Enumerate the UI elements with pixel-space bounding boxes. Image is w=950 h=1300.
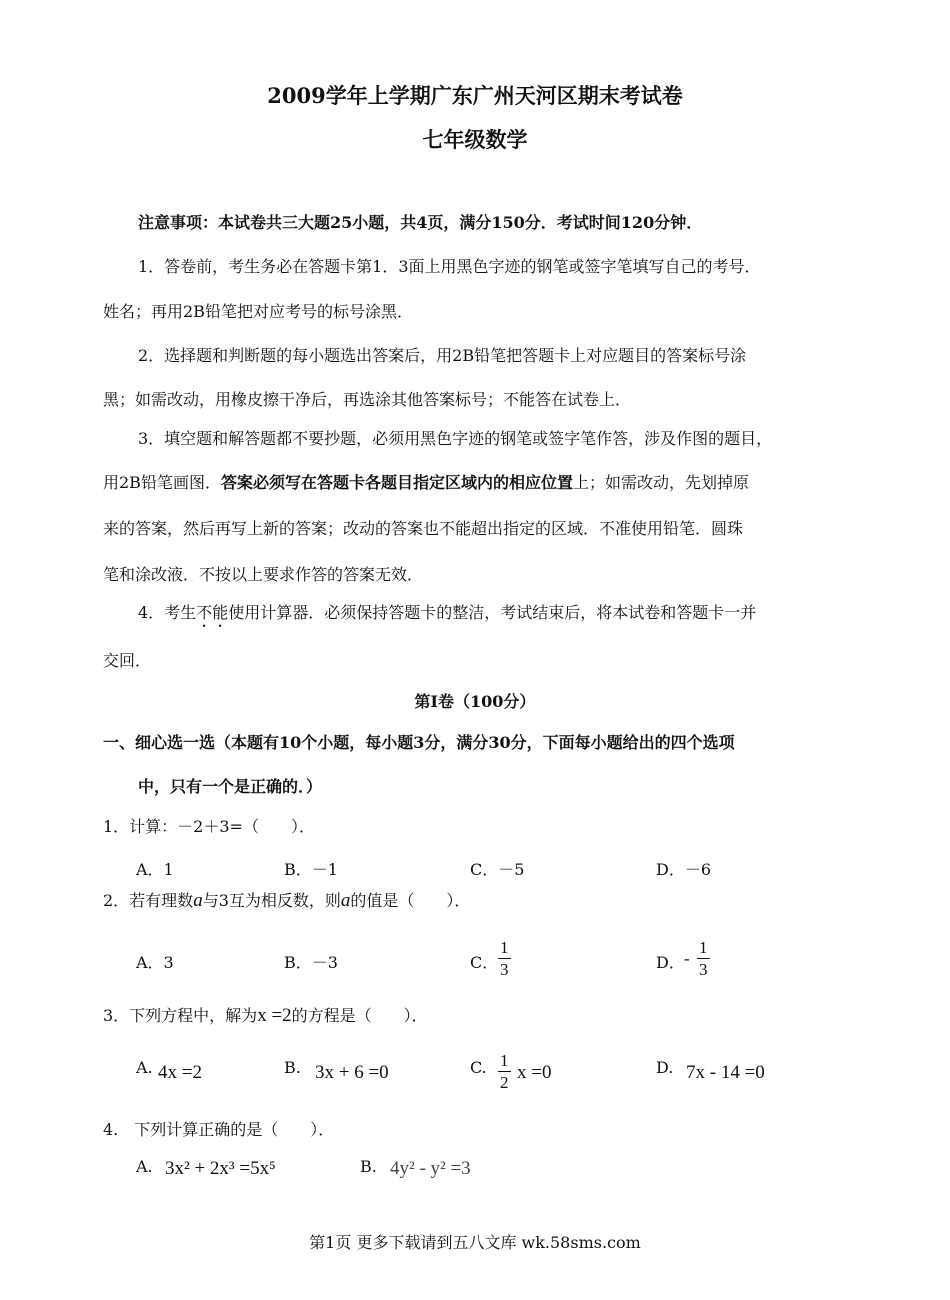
q3-option-d-label: D. xyxy=(656,1058,674,1077)
section-heading-cont: 中，只有一个是正确的．） xyxy=(138,777,323,796)
q2-option-b: B．－3 xyxy=(284,953,338,972)
q3-option-a-label: A. xyxy=(136,1058,153,1077)
q2-var-a-2: a xyxy=(340,890,351,911)
q2-var-a: a xyxy=(193,890,203,911)
q3-option-a-expr: 4x =2 xyxy=(158,1062,202,1083)
q3-stem-expr: x =2 xyxy=(257,1005,292,1026)
q2-option-c-label: C． xyxy=(470,953,499,972)
q4-option-a-expr: 3x² + 2x³ =5x⁵ xyxy=(165,1158,276,1179)
notice-item-3: 3．填空题和解答题都不要抄题，必须用黑色字迹的钢笔或签字笔作答，涉及作图的题目， xyxy=(138,429,773,448)
q2-c-denominator: 3 xyxy=(500,960,509,979)
question-4-stem: 4. 下列计算正确的是（ ）． xyxy=(103,1120,335,1139)
q1-option-b: B．－1 xyxy=(284,860,338,879)
notice-item-4-cont: 交回． xyxy=(103,651,152,670)
notice-item-3-cont3: 笔和涂改液．不按以上要求作答的答案无效． xyxy=(103,565,424,584)
q2-option-d-label: D． xyxy=(656,953,685,972)
notice-item-2-cont: 黑；如需改动，用橡皮擦干净后，再选涂其他答案标号；不能答在试卷上． xyxy=(103,390,632,409)
q1-option-d: D．－6 xyxy=(656,860,712,879)
q3-option-c-expr: x =0 xyxy=(517,1062,552,1083)
notice-item-3-emphasis: 答案必须写在答题卡各题目指定区域内的相应位置 xyxy=(220,473,573,492)
q2-option-c-fraction xyxy=(498,937,511,980)
q2-option-a: A．3 xyxy=(136,953,174,972)
notice-item-4-text-c: 使用计算器．必须保持答题卡的整洁，考试结束后，将本试卷和答题卡一并 xyxy=(228,603,757,622)
q2-stem-c: 的值是（ ）． xyxy=(350,891,471,910)
notice-item-4 xyxy=(138,602,756,631)
notice-item-3-text-c: 上；如需改动，先划掉原 xyxy=(572,473,749,492)
q3-c-numerator: 1 xyxy=(500,1051,509,1070)
notice-item-3-cont xyxy=(103,472,749,494)
q3-stem-a: 3．下列方程中，解为 xyxy=(103,1006,258,1025)
question-3-stem xyxy=(103,1005,428,1027)
exam-title: 2009学年上学期广东广州天河区期末考试卷 xyxy=(267,83,683,108)
exam-subtitle: 七年级数学 xyxy=(422,127,528,152)
notice-item-2: 2．选择题和判断题的每小题选出答案后，用2B铅笔把答题卡上对应题目的答案标号涂 xyxy=(138,346,747,365)
notice-item-1-cont: 姓名；再用2B铅笔把对应考号的标号涂黑． xyxy=(103,302,413,321)
q1-option-a: A．1 xyxy=(136,860,174,879)
q3-option-c-fraction xyxy=(498,1050,511,1093)
q3-stem-b: 的方程是（ ）． xyxy=(291,1006,428,1025)
q3-option-b-expr: 3x + 6 =0 xyxy=(315,1062,389,1083)
notice-item-3-cont2: 来的答案，然后再写上新的答案；改动的答案也不能超出指定的区域．不准使用铅笔．圆珠 xyxy=(103,519,744,538)
q2-stem-a: 2．若有理数 xyxy=(103,891,194,910)
question-1-stem: 1．计算：－2＋3=（ ）． xyxy=(103,817,315,836)
q2-option-d-fraction xyxy=(697,937,710,980)
q3-option-c-label: C. xyxy=(470,1058,487,1077)
notice-heading: 注意事项：本试卷共三大题25小题，共4页，满分150分．考试时间120分钟． xyxy=(138,213,703,232)
q4-option-a-label: A. xyxy=(136,1157,153,1176)
notice-item-4-text-a: 4．考生 xyxy=(138,603,197,622)
q3-option-b-label: B. xyxy=(284,1058,301,1077)
q2-d-numerator: 1 xyxy=(699,938,708,957)
notice-item-4-emphasis: 不能 xyxy=(196,603,229,622)
q4-option-b-expr: 4y² - y² =3 xyxy=(390,1158,471,1179)
q2-d-denominator: 3 xyxy=(699,960,708,979)
q3-option-d-expr: 7x - 14 =0 xyxy=(686,1062,765,1083)
q4-option-b-label: B. xyxy=(360,1157,377,1176)
page-footer: 第1页 更多下载请到五八文库 wk.58sms.com xyxy=(309,1233,641,1252)
q2-option-d-minus: - xyxy=(684,949,690,968)
section-heading: 一、细心选一选（本题有10个小题，每小题3分，满分30分，下面每小题给出的四个选项 xyxy=(103,733,735,752)
q2-stem-b: 与3互为相反数，则 xyxy=(202,891,341,910)
q2-c-numerator: 1 xyxy=(500,938,509,957)
q3-c-denominator: 2 xyxy=(500,1073,509,1092)
notice-item-1: 1．答卷前，考生务必在答题卡第1．3面上用黑色字迹的钢笔或签字笔填写自己的考号． xyxy=(138,257,761,276)
q1-option-c: C．－5 xyxy=(470,860,525,879)
part-heading: 第Ⅰ卷（100分） xyxy=(414,692,536,711)
question-2-stem xyxy=(103,890,470,912)
notice-item-3-text-a: 用2B铅笔画图． xyxy=(103,473,221,492)
